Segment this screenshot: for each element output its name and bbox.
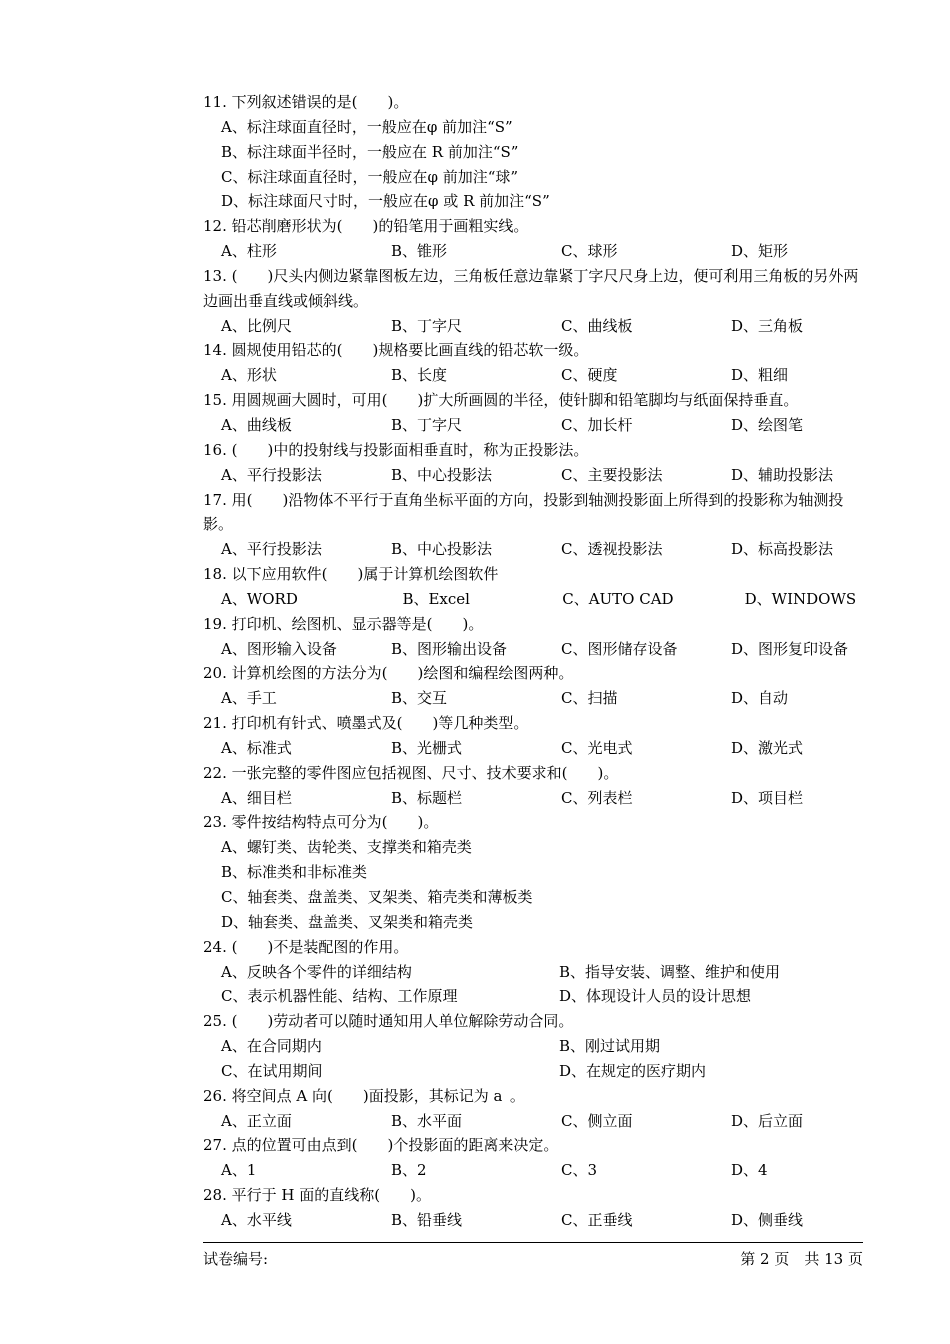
options-17 [203,537,863,562]
options-14 [203,363,863,388]
option-19-b: B、图形输出设备 [391,639,508,658]
option-27-c: C、3 [561,1161,598,1180]
options-20 [203,686,863,711]
option-21-d: D、激光式 [731,738,804,757]
option-23-d: D、轴套类、盘盖类、叉架类和箱壳类 [221,912,474,931]
question-27: 27. 点的位置可由点到( )个投影面的距离来决定。 [203,1136,559,1155]
options-25-cd [203,1059,863,1084]
option-17-a: A、平行投影法 [221,540,322,559]
question-19: 19. 打印机、绘图机、显示器等是( )。 [203,614,484,633]
option-25-d: D、在规定的医疗期内 [559,1061,707,1080]
options-24-cd [203,984,863,1009]
option-14-c: C、硬度 [561,366,618,385]
option-26-a: A、正立面 [221,1111,292,1130]
options-21 [203,736,863,761]
option-22-a: A、细目栏 [221,788,292,807]
option-27-b: B、2 [391,1161,427,1180]
page-footer [203,1248,863,1269]
option-27-a: A、1 [221,1161,257,1180]
page-number: 第 2 页 共 13 页 [740,1250,863,1268]
question-25: 25. ( )劳动者可以随时通知用人单位解除劳动合同。 [203,1012,574,1031]
option-12-c: C、球形 [561,242,618,261]
option-13-d: D、三角板 [731,316,804,335]
question-12: 12. 铅芯削磨形状为( )的铅笔用于画粗实线。 [203,217,529,236]
option-13-c: C、曲线板 [561,316,633,335]
option-26-d: D、后立面 [731,1111,804,1130]
options-13 [203,314,863,339]
option-21-a: A、标准式 [221,738,292,757]
option-19-c: C、图形储存设备 [561,639,678,658]
option-28-c: C、正垂线 [561,1210,633,1229]
question-22: 22. 一张完整的零件图应包括视图、尺寸、技术要求和( )。 [203,763,619,782]
option-16-c: C、主要投影法 [561,465,663,484]
option-20-b: B、交互 [391,689,448,708]
option-11-d: D、标注球面尺寸时，一般应在φ 或 R 前加注“S” [221,192,550,211]
option-15-c: C、加长杆 [561,415,633,434]
option-25-a: A、在合同期内 [221,1037,322,1056]
options-24-ab [203,960,863,985]
option-17-d: D、标高投影法 [731,540,834,559]
question-list [203,90,863,1233]
option-12-a: A、柱形 [221,242,277,261]
question-28: 28. 平行于 H 面的直线称( )。 [203,1186,431,1205]
option-20-c: C、扫描 [561,689,618,708]
option-15-d: D、绘图笔 [731,415,804,434]
option-24-a: A、反映各个零件的详细结构 [221,962,412,981]
option-28-b: B、铅垂线 [391,1210,463,1229]
options-26 [203,1109,863,1134]
question-14: 14. 圆规使用铅芯的( )规格要比画直线的铅芯软一级。 [203,341,589,360]
option-16-b: B、中心投影法 [391,465,493,484]
option-21-b: B、光栅式 [391,738,463,757]
option-26-b: B、水平面 [391,1111,463,1130]
option-24-b: B、指导安装、调整、维护和使用 [559,962,781,981]
option-24-d: D、体现设计人员的设计思想 [559,987,752,1006]
option-15-b: B、丁字尺 [391,415,463,434]
question-13: 13. ( )尺头内侧边紧靠图板左边，三角板任意边靠紧丁字尺尺身上边，便可利用三角板的另外两边画出垂直线或倾斜线。 [203,266,859,310]
options-25-ab [203,1034,863,1059]
option-23-a: A、螺钉类、齿轮类、支撑类和箱壳类 [221,838,472,857]
options-19 [203,637,863,662]
option-19-a: A、图形输入设备 [221,639,337,658]
option-25-b: B、刚过试用期 [559,1037,661,1056]
option-15-a: A、曲线板 [221,415,292,434]
question-26: 26. 将空间点 A 向( )面投影，其标记为 a 。 [203,1086,525,1105]
options-18 [203,587,863,612]
option-27-d: D、4 [731,1161,768,1180]
option-17-b: B、中心投影法 [391,540,493,559]
option-12-b: B、锥形 [391,242,448,261]
option-20-a: A、手工 [221,689,277,708]
option-14-d: D、粗细 [731,366,789,385]
options-16 [203,463,863,488]
option-12-d: D、矩形 [731,242,789,261]
option-11-c: C、标注球面直径时，一般应在φ 前加注“球” [221,167,519,186]
exam-number-label: 试卷编号: [203,1250,269,1268]
option-24-c: C、表示机器性能、结构、工作原理 [221,987,458,1006]
question-20: 20. 计算机绘图的方法分为( )绘图和编程绘图两种。 [203,664,574,683]
option-20-d: D、自动 [731,689,789,708]
option-14-b: B、长度 [391,366,448,385]
option-14-a: A、形状 [221,366,277,385]
option-13-a: A、比例尺 [221,316,292,335]
option-11-b: B、标注球面半径时，一般应在 R 前加注“S” [221,142,519,161]
question-15: 15. 用圆规画大圆时，可用( )扩大所画圆的半径，使针脚和铅笔脚均与纸面保持垂直。 [203,391,799,410]
question-24: 24. ( )不是装配图的作用。 [203,937,409,956]
option-22-b: B、标题栏 [391,788,463,807]
option-22-c: C、列表栏 [561,788,633,807]
option-13-b: B、丁字尺 [391,316,463,335]
option-18-b: B、Excel [402,589,470,608]
options-27 [203,1158,863,1183]
option-26-c: C、侧立面 [561,1111,633,1130]
option-25-c: C、在试用期间 [221,1061,323,1080]
option-16-a: A、平行投影法 [221,465,322,484]
options-28 [203,1208,863,1233]
footer-divider [203,1242,863,1243]
options-22 [203,786,863,811]
question-21: 21. 打印机有针式、喷墨式及( )等几种类型。 [203,714,529,733]
options-12 [203,239,863,264]
option-17-c: C、透视投影法 [561,540,663,559]
options-15 [203,413,863,438]
question-23: 23. 零件按结构特点可分为( )。 [203,813,439,832]
option-22-d: D、项目栏 [731,788,804,807]
question-17: 17. 用( )沿物体不平行于直角坐标平面的方向，投影到轴测投影面上所得到的投影称为轴测投影。 [203,490,844,534]
option-18-c: C、AUTO CAD [562,589,674,608]
question-11: 11. 下列叙述错误的是( )。 [203,93,409,111]
option-28-d: D、侧垂线 [731,1210,804,1229]
option-19-d: D、图形复印设备 [731,639,849,658]
option-28-a: A、水平线 [221,1210,292,1229]
option-16-d: D、辅助投影法 [731,465,834,484]
question-16: 16. ( )中的投射线与投影面相垂直时，称为正投影法。 [203,440,589,459]
option-18-a: A、WORD [221,589,298,608]
option-11-a: A、标注球面直径时，一般应在φ 前加注“S” [221,117,513,136]
option-18-d: D、WINDOWS [744,589,857,608]
option-21-c: C、光电式 [561,738,633,757]
question-18: 18. 以下应用软件( )属于计算机绘图软件 [203,565,499,584]
option-23-b: B、标准类和非标准类 [221,863,368,882]
option-23-c: C、轴套类、盘盖类、叉架类、箱壳类和薄板类 [221,888,533,906]
